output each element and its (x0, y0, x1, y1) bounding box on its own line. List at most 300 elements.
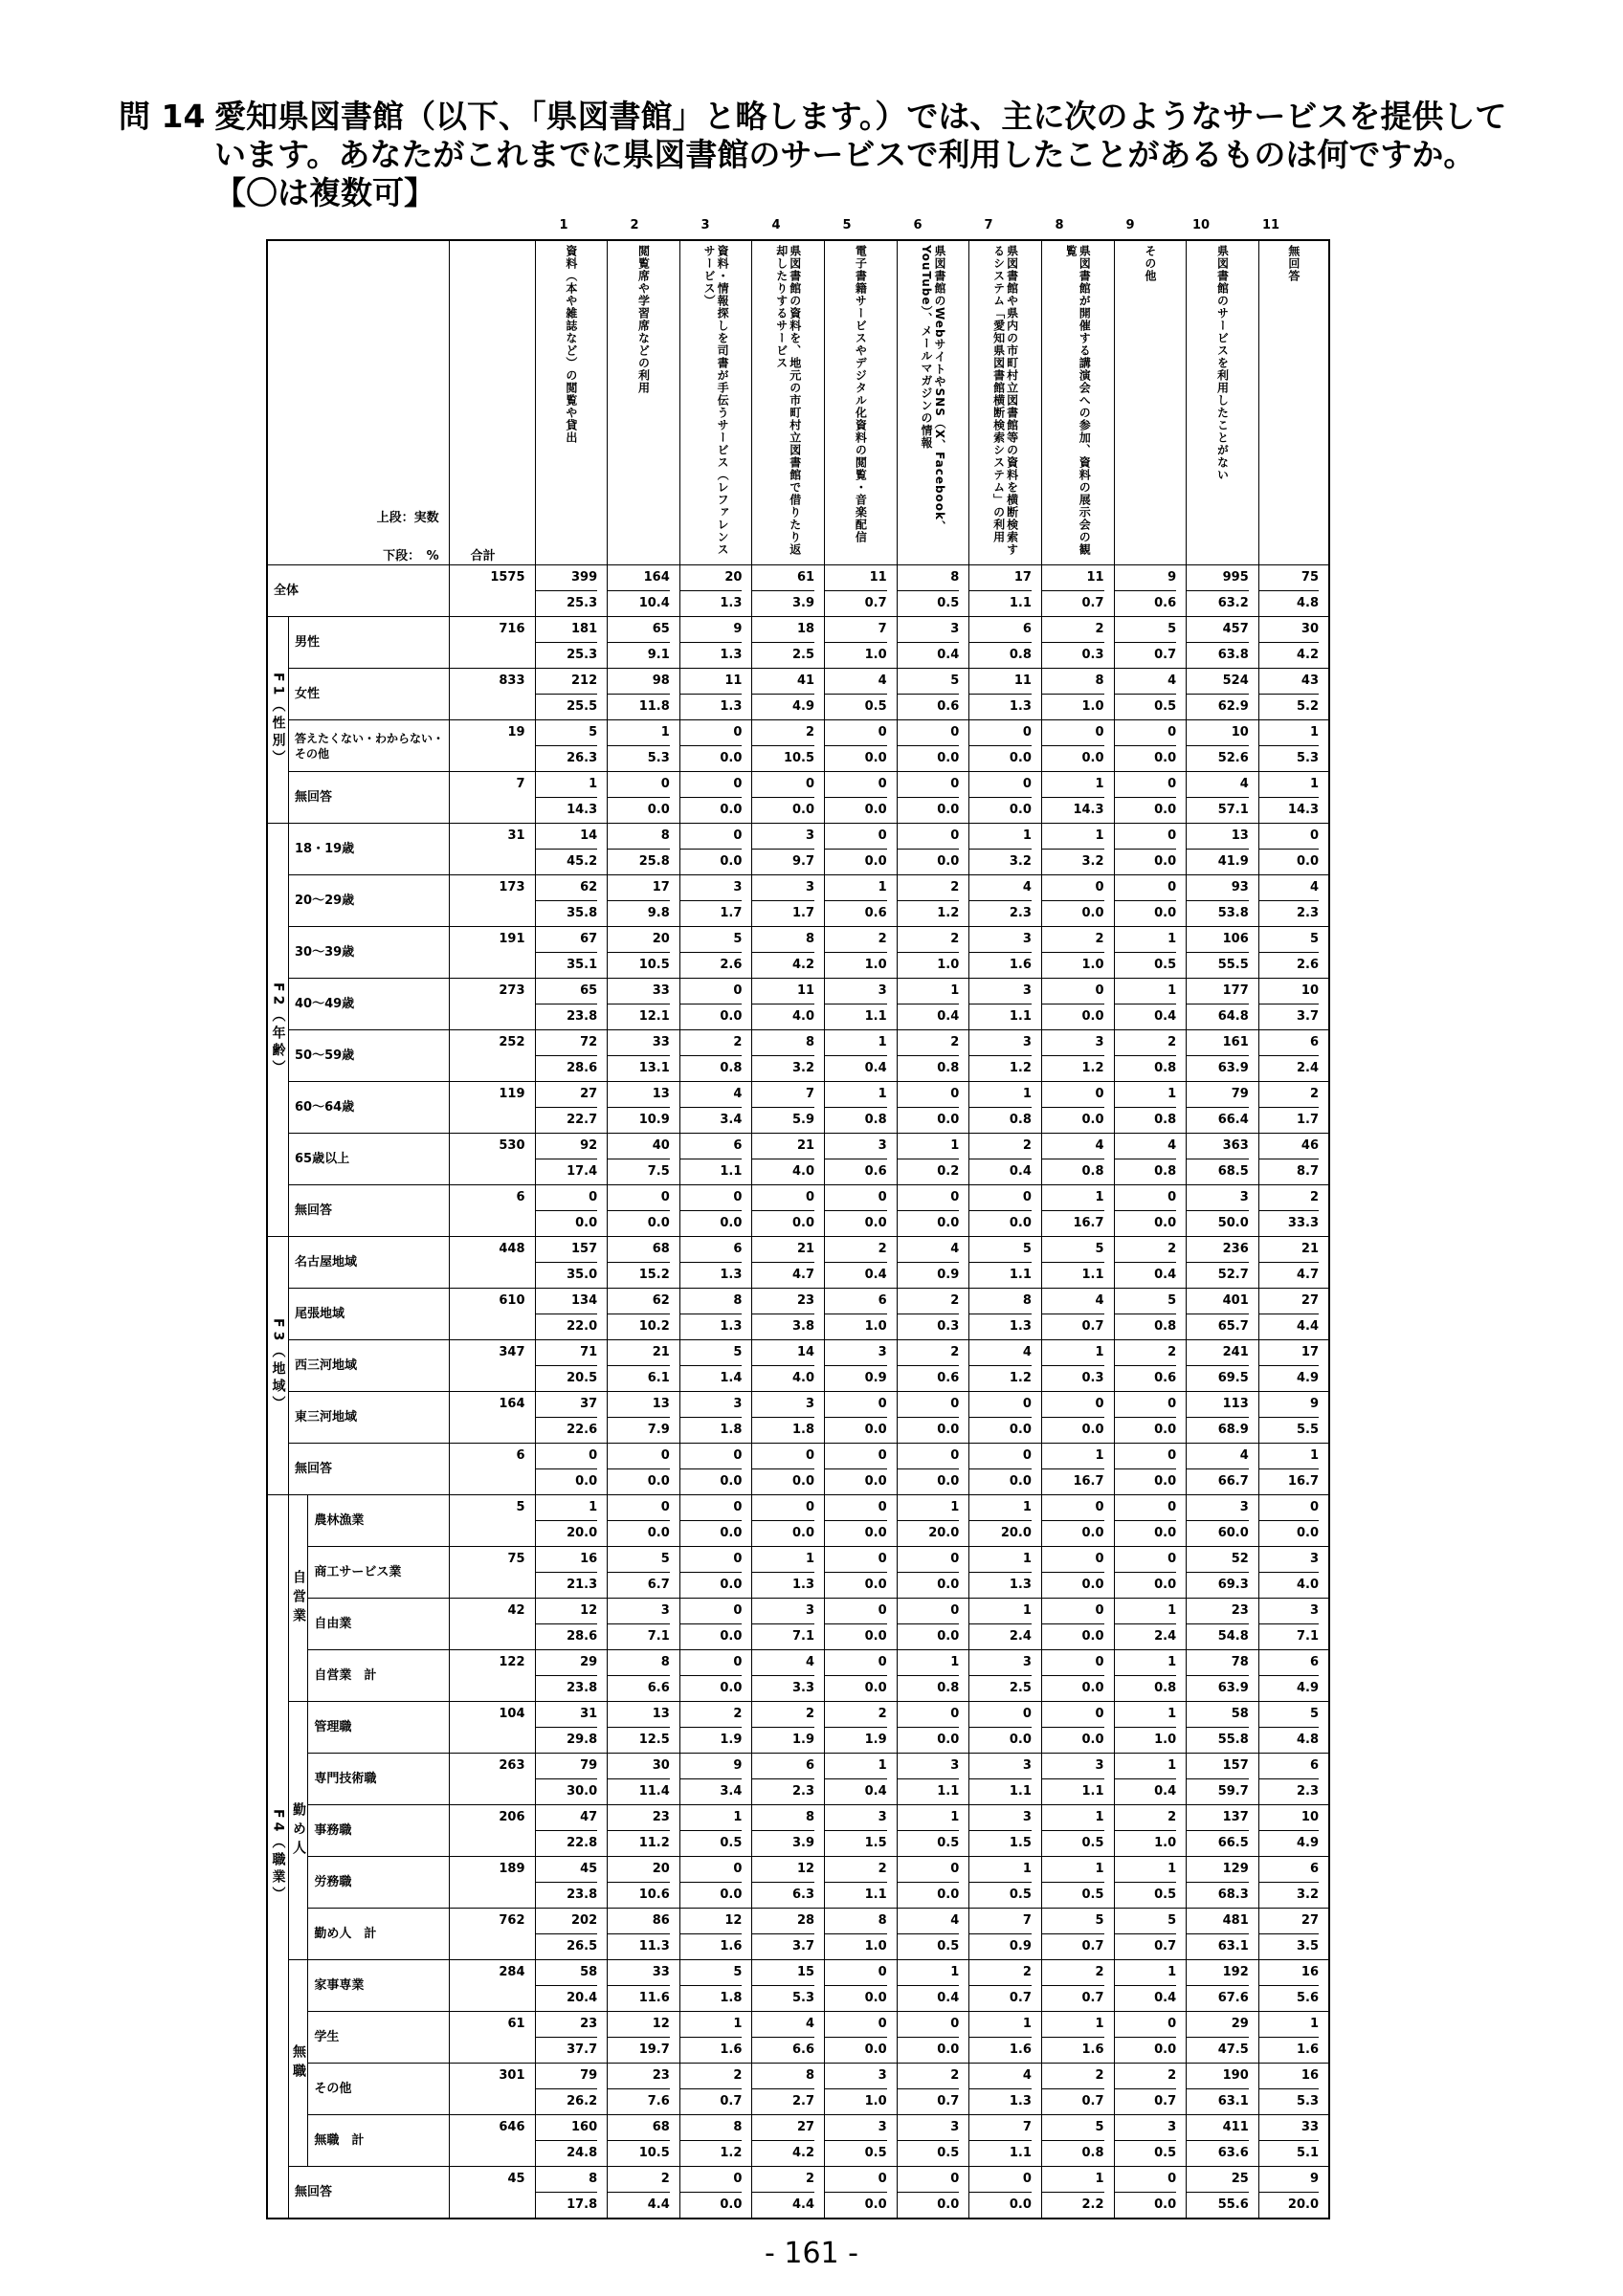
value-cell (897, 1392, 969, 1444)
group-label: F1（性別） (270, 672, 286, 768)
value-cell (897, 1134, 969, 1185)
percent-value: 35.0 (567, 1268, 598, 1282)
crosstab-container (266, 218, 1330, 2219)
value-cell (1258, 1340, 1329, 1392)
percent-value: 0.8 (1154, 1113, 1177, 1127)
value-cell (1258, 1857, 1329, 1909)
value-cell (825, 875, 898, 927)
percent-value: 0.8 (937, 1681, 960, 1695)
row-label-text: 50〜59歳 (294, 1048, 355, 1063)
value-cell (1187, 669, 1259, 720)
column-number: 4 (771, 218, 781, 232)
value-cell (1187, 979, 1259, 1030)
count-value: 25 (1187, 2167, 1249, 2193)
count-value: 23 (608, 2064, 670, 2089)
row-total: 45 (449, 2167, 535, 2219)
row-label (308, 1857, 449, 1909)
row-label (308, 2115, 449, 2167)
count-value: 5 (1042, 2115, 1104, 2141)
count-value: 0 (825, 1547, 887, 1573)
count-value: 202 (536, 1909, 598, 1934)
count-value: 98 (608, 669, 670, 695)
count-value: 0 (898, 824, 960, 850)
count-value: 68 (608, 2115, 670, 2141)
value-cell (535, 1857, 608, 1909)
value-cell (825, 1909, 898, 1960)
count-value: 6 (752, 1754, 814, 1779)
percent-value: 1.7 (1296, 1113, 1319, 1127)
value-cell (1258, 1547, 1329, 1599)
count-value: 0 (1042, 1392, 1104, 1418)
table-row (267, 1030, 1329, 1082)
value-cell (679, 1960, 752, 2012)
value-cell (1114, 2012, 1187, 2064)
count-value: 12 (536, 1599, 598, 1624)
count-value: 3 (680, 875, 743, 901)
percent-value: 5.6 (1296, 1991, 1319, 2005)
count-value: 1 (898, 1805, 960, 1831)
value-cell (1258, 1289, 1329, 1340)
value-cell (1187, 2064, 1259, 2115)
row-label (308, 2064, 449, 2115)
row-label-text: 20〜29歳 (294, 893, 355, 908)
row-label-text: 無回答 (294, 1203, 332, 1218)
percent-value: 0.0 (1154, 906, 1177, 920)
percent-value: 0.0 (720, 1578, 743, 1592)
count-value: 0 (898, 1185, 960, 1211)
count-value: 8 (825, 1909, 887, 1934)
percent-value: 1.2 (937, 906, 960, 920)
count-value: 4 (1187, 772, 1249, 798)
value-cell (679, 669, 752, 720)
percent-value: 0.0 (864, 2042, 887, 2057)
value-cell (608, 1185, 680, 1237)
count-value: 2 (825, 1702, 887, 1728)
value-cell (1114, 1185, 1187, 1237)
value-cell (679, 1340, 752, 1392)
percent-value: 1.0 (864, 2094, 887, 2108)
count-value: 1 (898, 1495, 960, 1521)
count-value: 1 (680, 1805, 743, 1831)
value-cell (752, 617, 825, 669)
percent-value: 1.3 (1009, 1578, 1032, 1592)
percent-value: 1.0 (1081, 958, 1104, 972)
row-label (288, 617, 449, 669)
percent-value: 3.4 (720, 1113, 743, 1127)
row-label-text: 18・19歳 (294, 841, 355, 856)
percent-value: 1.3 (792, 1578, 815, 1592)
row-total: 284 (449, 1960, 535, 2012)
count-value: 7 (825, 617, 887, 643)
column-header-text: 資料・情報探しを司書が手伝うサービス（レファレンスサービス） (702, 245, 730, 556)
column-number: 7 (984, 218, 993, 232)
count-value: 5 (1042, 1909, 1104, 1934)
percent-value: 0.0 (1009, 2197, 1032, 2212)
value-cell (1114, 875, 1187, 927)
count-value: 401 (1187, 1289, 1249, 1314)
percent-value: 5.3 (647, 751, 670, 765)
value-cell (608, 1805, 680, 1857)
value-cell (1187, 772, 1259, 824)
value-cell (1114, 1702, 1187, 1754)
percent-value: 26.2 (567, 2094, 598, 2108)
percent-value: 11.6 (638, 1991, 670, 2005)
percent-value: 1.0 (864, 1939, 887, 1954)
value-cell (752, 875, 825, 927)
percent-value: 3.7 (1296, 1009, 1319, 1024)
count-value: 1 (536, 1495, 598, 1521)
count-value: 23 (752, 1289, 814, 1314)
value-cell (897, 1340, 969, 1392)
count-value: 0 (1042, 720, 1104, 746)
row-total: 347 (449, 1340, 535, 1392)
percent-value: 1.0 (937, 958, 960, 972)
count-value: 0 (825, 1185, 887, 1211)
percent-value: 1.7 (792, 906, 815, 920)
value-cell (1258, 1909, 1329, 1960)
percent-value: 0.0 (1154, 1474, 1177, 1489)
value-cell (535, 772, 608, 824)
value-cell (969, 1547, 1042, 1599)
count-value: 0 (825, 2012, 887, 2038)
percent-value: 68.9 (1217, 1423, 1249, 1437)
count-value: 2 (1115, 1030, 1177, 1056)
group-label-cell (267, 824, 288, 1237)
percent-value: 66.5 (1217, 1836, 1249, 1850)
count-value: 0 (680, 1599, 743, 1624)
percent-value: 0.6 (1154, 596, 1177, 610)
value-cell (825, 2115, 898, 2167)
percent-value: 0.0 (1081, 1578, 1104, 1592)
percent-value: 1.3 (720, 596, 743, 610)
row-label (288, 824, 449, 875)
value-cell (1114, 1237, 1187, 1289)
value-cell (1041, 2064, 1114, 2115)
value-cell (1114, 979, 1187, 1030)
count-value: 1 (969, 1547, 1032, 1573)
count-value: 2 (1259, 1185, 1319, 1211)
value-cell (1041, 2115, 1114, 2167)
value-cell (825, 1237, 898, 1289)
percent-value: 2.6 (1296, 958, 1319, 972)
count-value: 17 (969, 565, 1032, 591)
percent-value: 1.3 (720, 648, 743, 662)
table-row (267, 1237, 1329, 1289)
count-value: 0 (680, 1857, 743, 1883)
count-value: 0 (1115, 1444, 1177, 1469)
column-header (1114, 240, 1187, 565)
count-value: 2 (680, 1030, 743, 1056)
count-value: 86 (608, 1909, 670, 1934)
row-label-text: 男性 (294, 634, 320, 650)
count-value: 3 (825, 1340, 887, 1366)
percent-value: 4.2 (792, 2146, 815, 2160)
value-cell (969, 1702, 1042, 1754)
percent-value: 4.4 (792, 2197, 815, 2212)
count-value: 8 (898, 565, 960, 591)
percent-value: 2.7 (792, 2094, 815, 2108)
row-label (308, 2012, 449, 2064)
row-label (308, 1650, 449, 1702)
count-value: 137 (1187, 1805, 1249, 1831)
percent-value: 65.7 (1217, 1319, 1249, 1334)
row-total: 762 (449, 1909, 535, 1960)
value-cell (1114, 1960, 1187, 2012)
value-cell (752, 2167, 825, 2219)
percent-value: 0.4 (864, 1784, 887, 1799)
percent-value: 14.3 (567, 803, 598, 817)
value-cell (752, 1702, 825, 1754)
value-cell (1114, 1134, 1187, 1185)
table-row (267, 1340, 1329, 1392)
percent-value: 1.2 (1009, 1061, 1032, 1075)
percent-value: 5.2 (1296, 699, 1319, 714)
count-value: 9 (680, 617, 743, 643)
subgroup-label: 無職 (290, 2043, 306, 2083)
row-label-text: 勤め人 計 (314, 1926, 377, 1941)
value-cell (1187, 1754, 1259, 1805)
table-row (267, 1960, 1329, 2012)
value-cell (969, 1030, 1042, 1082)
percent-value: 0.0 (864, 1526, 887, 1540)
value-cell (752, 1599, 825, 1650)
value-cell (1258, 1030, 1329, 1082)
percent-value: 0.6 (1154, 1371, 1177, 1385)
percent-value: 7.9 (647, 1423, 670, 1437)
percent-value: 1.6 (1009, 958, 1032, 972)
value-cell (1041, 1444, 1114, 1495)
value-cell (1187, 824, 1259, 875)
percent-value: 9.8 (647, 906, 670, 920)
value-cell (1041, 720, 1114, 772)
value-cell (535, 1444, 608, 1495)
percent-value: 0.0 (937, 1888, 960, 1902)
count-value: 2 (969, 1960, 1032, 1986)
percent-value: 0.7 (1154, 1939, 1177, 1954)
row-label-text: 自営業 計 (314, 1667, 377, 1683)
count-value: 1 (898, 1650, 960, 1676)
percent-value: 53.8 (1217, 906, 1249, 920)
value-cell (897, 1960, 969, 2012)
count-value: 23 (608, 1805, 670, 1831)
percent-value: 22.0 (567, 1319, 598, 1334)
value-cell (679, 1857, 752, 1909)
percent-value: 0.0 (1009, 1216, 1032, 1230)
value-cell (1258, 1444, 1329, 1495)
percent-value: 10.5 (638, 958, 670, 972)
value-cell (679, 720, 752, 772)
value-cell (1114, 720, 1187, 772)
value-cell (969, 1444, 1042, 1495)
value-cell (1114, 1650, 1187, 1702)
count-value: 4 (680, 1082, 743, 1108)
count-value: 18 (752, 617, 814, 643)
column-number: 9 (1125, 218, 1135, 232)
percent-value: 0.0 (1154, 1526, 1177, 1540)
table-row (267, 720, 1329, 772)
row-total: 191 (449, 927, 535, 979)
percent-value: 1.1 (1009, 1268, 1032, 1282)
row-label-text: 65歳以上 (294, 1151, 350, 1166)
percent-value: 0.0 (1081, 906, 1104, 920)
count-value: 20 (608, 927, 670, 953)
percent-value: 1.9 (720, 1733, 743, 1747)
percent-value: 0.0 (864, 1629, 887, 1644)
column-header-text: その他 (1143, 245, 1157, 282)
value-cell (1041, 1805, 1114, 1857)
count-value: 1 (898, 1960, 960, 1986)
value-cell (608, 2115, 680, 2167)
count-value: 0 (680, 824, 743, 850)
percent-value: 1.0 (1081, 699, 1104, 714)
table-row (267, 617, 1329, 669)
percent-value: 20.5 (567, 1371, 598, 1385)
row-label (308, 1495, 449, 1547)
percent-value: 3.7 (792, 1939, 815, 1954)
count-value: 1 (1042, 772, 1104, 798)
percent-value: 4.7 (792, 1268, 815, 1282)
value-cell (825, 979, 898, 1030)
value-cell (969, 2064, 1042, 2115)
column-header (608, 240, 680, 565)
row-total: 42 (449, 1599, 535, 1650)
value-cell (608, 1392, 680, 1444)
percent-value: 9.1 (647, 648, 670, 662)
value-cell (608, 1030, 680, 1082)
count-value: 3 (752, 875, 814, 901)
percent-value: 1.1 (1009, 1784, 1032, 1799)
value-cell (1041, 1599, 1114, 1650)
percent-value: 0.0 (1154, 854, 1177, 869)
count-value: 1 (1042, 1444, 1104, 1469)
count-value: 0 (969, 1392, 1032, 1418)
value-cell (608, 875, 680, 927)
percent-value: 5.3 (1296, 2094, 1319, 2108)
percent-value: 0.0 (647, 1474, 670, 1489)
percent-value: 2.3 (1296, 1784, 1319, 1799)
count-value: 1 (1042, 1857, 1104, 1883)
percent-value: 0.0 (575, 1216, 598, 1230)
percent-value: 1.6 (1081, 2042, 1104, 2057)
value-cell (969, 1754, 1042, 1805)
value-cell (969, 1599, 1042, 1650)
count-value: 68 (608, 1237, 670, 1263)
count-value: 3 (969, 1030, 1032, 1056)
count-value: 3 (1259, 1547, 1319, 1573)
table-row (267, 1547, 1329, 1599)
percent-value: 0.0 (1081, 1113, 1104, 1127)
count-value: 6 (680, 1237, 743, 1263)
value-cell (535, 824, 608, 875)
row-label (288, 927, 449, 979)
count-value: 7 (969, 2115, 1032, 2141)
percent-value: 3.3 (792, 1681, 815, 1695)
percent-value: 0.6 (864, 1164, 887, 1179)
percent-value: 1.3 (1009, 1319, 1032, 1334)
count-value: 177 (1187, 979, 1249, 1004)
value-cell (969, 1909, 1042, 1960)
count-value: 0 (825, 772, 887, 798)
value-cell (1258, 2064, 1329, 2115)
value-cell (679, 1030, 752, 1082)
count-value: 0 (608, 1495, 670, 1521)
percent-value: 69.3 (1217, 1578, 1249, 1592)
value-cell (1258, 1599, 1329, 1650)
percent-value: 1.6 (1009, 2042, 1032, 2057)
percent-value: 4.4 (647, 2197, 670, 2212)
percent-value: 6.6 (792, 2042, 815, 2057)
count-value: 5 (1115, 1909, 1177, 1934)
count-value: 4 (1115, 669, 1177, 695)
row-label (288, 979, 449, 1030)
count-value: 0 (608, 1444, 670, 1469)
count-value: 0 (1115, 720, 1177, 746)
percent-value: 0.0 (864, 751, 887, 765)
percent-value: 1.2 (1081, 1061, 1104, 1075)
value-cell (969, 1289, 1042, 1340)
value-cell (1187, 1599, 1259, 1650)
percent-value: 1.4 (720, 1371, 743, 1385)
count-value: 8 (680, 1289, 743, 1314)
percent-value: 0.0 (647, 1216, 670, 1230)
column-header (535, 240, 608, 565)
percent-value: 1.7 (720, 906, 743, 920)
value-cell (1258, 1495, 1329, 1547)
count-value: 3 (969, 1650, 1032, 1676)
count-value: 4 (1259, 875, 1319, 901)
count-value: 1 (752, 1547, 814, 1573)
percent-value: 0.0 (792, 1216, 815, 1230)
value-cell (1041, 2012, 1114, 2064)
value-cell (1187, 1237, 1259, 1289)
row-label-text: 商工サービス業 (314, 1564, 402, 1579)
count-value: 0 (825, 1650, 887, 1676)
count-value: 1 (1259, 1444, 1319, 1469)
count-value: 0 (1115, 1185, 1177, 1211)
value-cell (1187, 2167, 1259, 2219)
value-cell (679, 565, 752, 617)
table-row (267, 1289, 1329, 1340)
value-cell (679, 2167, 752, 2219)
column-number: 10 (1191, 218, 1211, 232)
column-number: 8 (1055, 218, 1064, 232)
percent-value: 1.5 (1009, 1836, 1032, 1850)
percent-value: 3.9 (792, 1836, 815, 1850)
percent-value: 0.0 (647, 1526, 670, 1540)
count-value: 0 (898, 1082, 960, 1108)
count-value: 0 (680, 2167, 743, 2193)
percent-value: 63.6 (1217, 2146, 1249, 2160)
percent-value: 0.0 (937, 1578, 960, 1592)
count-value: 0 (608, 1185, 670, 1211)
count-value: 2 (1115, 1805, 1177, 1831)
count-value: 3 (752, 1392, 814, 1418)
value-cell (535, 979, 608, 1030)
count-value: 0 (680, 1650, 743, 1676)
percent-value: 0.0 (864, 2197, 887, 2212)
header-label-top: 上段：実数 (376, 511, 439, 525)
count-value: 1 (608, 720, 670, 746)
percent-value: 0.8 (720, 1061, 743, 1075)
percent-value: 4.8 (1296, 1733, 1319, 1747)
value-cell (752, 720, 825, 772)
value-cell (897, 2115, 969, 2167)
percent-value: 1.0 (1154, 1836, 1177, 1850)
count-value: 3 (969, 979, 1032, 1004)
count-value: 241 (1187, 1340, 1249, 1366)
percent-value: 1.8 (792, 1423, 815, 1437)
count-value: 0 (680, 1547, 743, 1573)
